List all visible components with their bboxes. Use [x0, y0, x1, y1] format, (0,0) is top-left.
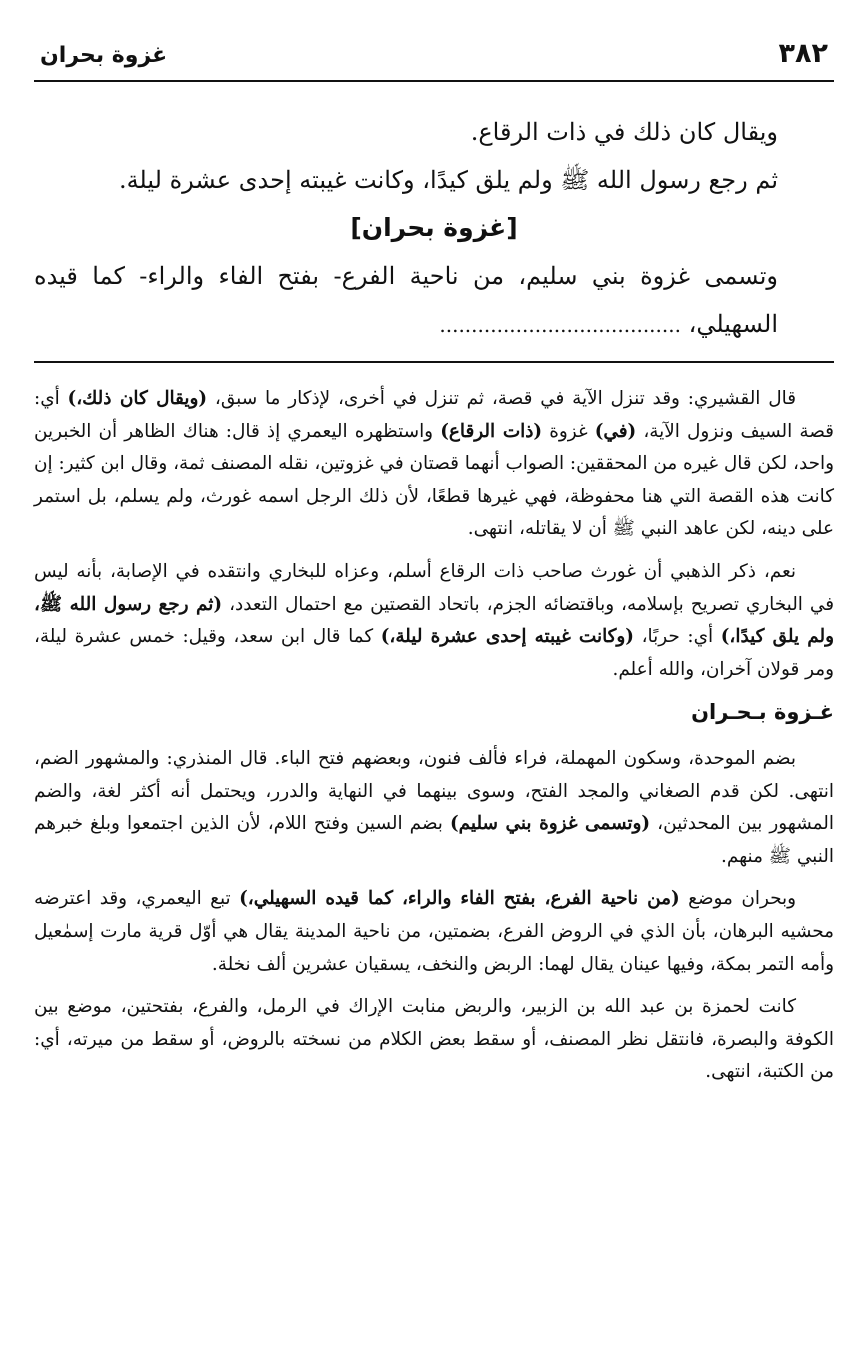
section-heading: [غزوة بحران] — [350, 213, 518, 242]
commentary-separator — [34, 361, 834, 363]
quoted-text: (وتسمى غزوة بني سليم) — [449, 813, 651, 835]
text-span: نعم، ذكر الذهبي أن غورث صاحب ذات الرقاع أسلم، وعزاه للبخاري وانتقده في الإصابة، بأنه ليس في البخاري تصريح بإسلامه، وباقتضائه الجزم، باتحاد القصتين مع احتمال التعدد، — [34, 560, 834, 615]
text-span: قال القشيري: وقد تنزل الآية في قصة، ثم تنزل في أخرى، لإذكار ما سبق، — [207, 388, 796, 409]
quoted-text: (من ناحية الفرع، بفتح الفاء والراء، كما قيده السهيلي،) — [239, 888, 680, 910]
text-span: بضم الموحدة، وسكون المهملة، فراء فألف فنون، وبعضهم فتح الباء. قال المنذري: والمشهور الضم، انتهى. لكن قدم الصغاني والمجد الفتح، وسوى بينهما في النهاية والدرر، ويحتمل أنه أكثر لغة، والضم المشهور بين المحدثين، — [34, 747, 834, 835]
main-text — [34, 108, 834, 349]
main-text-paragraph — [34, 252, 834, 349]
text-span: كما قال ابن سعد، وقيل: خمس عشرة ليلة، ومر قولان آخران، والله أعلم. — [34, 626, 834, 680]
quoted-text: (ويقال كان ذلك،) — [67, 388, 208, 409]
text-span: وبحران موضع — [679, 888, 796, 910]
text-span: واستظهره اليعمري إذ قال: هناك الظاهر أن الخبرين واحد، لكن قال غيره من المحققين: الصواب أنهما قصتان في غزوتين، نقله المصنف ثمة، وقال ابن كثير: إن كانت هذه القصة التي هنا محفوظة، فهي غيرها قطعًا، لأن ذلك الرجل اسمه غورث، ولم يسلم، بل استمر على دينه، لكن عاهد النبي ﷺ أن لا يقاتله، انتهى. — [34, 420, 834, 540]
quoted-text: (في) — [594, 420, 637, 442]
text-span: غزوة — [542, 420, 595, 442]
main-text-line: ويقال كان ذلك في ذات الرقاع. — [470, 118, 778, 146]
text-span: تبع اليعمري، وقد اعترضه محشيه البرهان، بأن الذي في الروض الفرع، بضمتين، من ناحية المدينة يقال هي أوّل قرية مارت إسمٰعيل وأمه التمر بمكة، وفيها عينان يقال لهما: الربض والنخف، يسقيان عشرين ألف نخلة. — [34, 888, 834, 975]
commentary-paragraph — [34, 556, 834, 686]
commentary — [34, 383, 834, 1089]
dotted-leader: ...................................... — [439, 313, 681, 337]
main-text-line: ثم رجع رسول الله ﷺ ولم يلق كيدًا، وكانت غيبته إحدى عشرة ليلة. — [118, 166, 778, 194]
commentary-paragraph — [34, 991, 834, 1089]
text-span: بضم السين وفتح اللام، لأن الذين اجتمعوا وبلغ خبرهم النبي ﷺ منهم. — [34, 813, 834, 867]
commentary-heading: غـزوة بـحـران — [691, 700, 834, 725]
quoted-text: (ثم رجع رسول الله ﷺ، ولم يلق كيدًا،) — [34, 593, 835, 648]
page-number: ٣٨٢ — [778, 38, 828, 69]
commentary-paragraph — [34, 743, 834, 873]
text-span: أي: قصة السيف ونزول الآية، — [34, 388, 834, 442]
quoted-text: (وكانت غيبته إحدى عشرة ليلة،) — [380, 626, 635, 648]
commentary-paragraph — [34, 883, 834, 981]
running-header — [34, 38, 834, 82]
commentary-paragraph — [34, 383, 834, 546]
main-text-body: وتسمى غزوة بني سليم، من ناحية الفرع- بفتح الفاء والراء- كما قيده السهيلي، — [34, 262, 778, 338]
quoted-text: (ذات الرقاع) — [440, 420, 543, 442]
text-span: كانت لحمزة بن عبد الله بن الزبير، والربض منابت الإراك في الرمل، والفرع، بفتحتين، موضع بين الكوفة والبصرة، فانتقل نظر المصنف، أو سقط بعض الكلام من نسخته بالروض، أو سقط من ميرته، أي: من الكتبة، انتهى. — [34, 996, 834, 1083]
book-page — [34, 38, 834, 1338]
text-span: أي: حربًا، — [634, 626, 721, 648]
running-title: غزوة بحران — [40, 43, 168, 68]
